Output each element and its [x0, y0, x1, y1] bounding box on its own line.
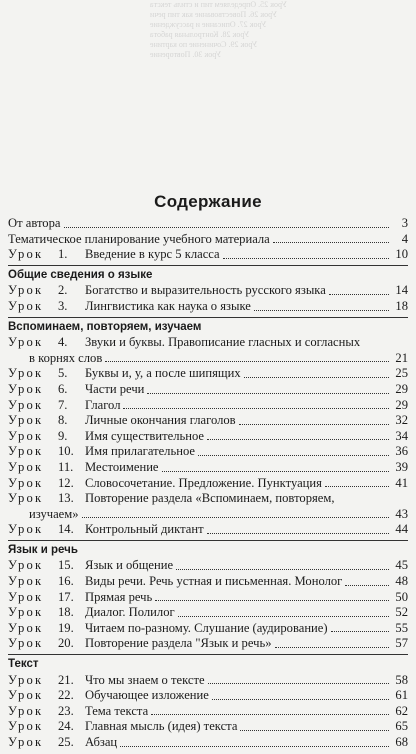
dot-leader	[151, 714, 389, 715]
lesson-number: 3.	[58, 298, 68, 313]
section-heading: Общие сведения о языке	[8, 268, 153, 281]
toc-entry[interactable]	[8, 558, 408, 574]
dot-leader	[331, 631, 389, 632]
entry-page: 44	[395, 522, 408, 537]
entry-title: Буквы и, у, а после шипящих	[85, 366, 241, 381]
toc-entry[interactable]	[8, 398, 408, 414]
dot-leader	[208, 683, 389, 684]
entry-page: 39	[395, 459, 408, 474]
entry-title: Тема текста	[85, 703, 149, 718]
toc-entry[interactable]	[8, 590, 408, 606]
lesson-word: Урок	[8, 589, 44, 604]
lesson-number: 21.	[58, 672, 74, 687]
lesson-number: 1.	[58, 247, 68, 262]
entry-title: От автора	[8, 216, 61, 230]
entry-page: 48	[395, 574, 408, 589]
toc-entry[interactable]	[8, 636, 408, 652]
toc-entry[interactable]	[8, 704, 408, 720]
dot-leader	[275, 647, 390, 648]
entry-page: 18	[395, 298, 408, 313]
lesson-number: 16.	[58, 574, 74, 589]
dot-leader	[82, 517, 389, 518]
section-heading: Текст	[8, 658, 39, 671]
entry-page: 55	[395, 620, 408, 635]
toc-entry-continuation[interactable]	[8, 507, 408, 523]
entry-title: Тематическое планирование учебного материала	[8, 231, 270, 246]
lesson-number: 5.	[58, 366, 68, 381]
lesson-word: Урок	[8, 522, 44, 537]
lesson-number: 19.	[58, 620, 74, 635]
entry-title: Главная мысль (идея) текста	[85, 719, 238, 734]
entry-page: 57	[395, 636, 408, 651]
page-title: Содержание	[154, 192, 262, 211]
toc-entry[interactable]	[8, 247, 408, 263]
entry-title: Лингвистика как наука о языке	[85, 298, 251, 313]
lesson-word: Урок	[8, 620, 44, 635]
entry-page: 50	[395, 589, 408, 604]
section-heading: Язык и речь	[8, 543, 78, 556]
lesson-word: Урок	[8, 574, 44, 589]
lesson-word: Урок	[8, 381, 44, 396]
dot-leader	[207, 439, 389, 440]
entry-title: Имя прилагательное	[85, 444, 195, 459]
entry-page: 58	[395, 672, 408, 687]
dot-leader	[105, 361, 389, 362]
toc-entry[interactable]	[8, 574, 408, 590]
entry-page: 21	[395, 350, 408, 365]
toc-entry[interactable]	[8, 429, 408, 445]
dot-leader	[155, 600, 389, 601]
toc-entry[interactable]	[8, 522, 408, 538]
divider	[8, 317, 408, 318]
lesson-word: Урок	[8, 283, 44, 298]
toc-entry[interactable]	[8, 719, 408, 735]
entry-page: 45	[395, 558, 408, 573]
entry-page: 68	[395, 735, 408, 749]
lesson-number: 10.	[58, 444, 74, 459]
toc-entry[interactable]	[8, 366, 408, 382]
lesson-word: Урок	[8, 366, 44, 381]
toc-entry[interactable]	[8, 444, 408, 460]
toc-entry[interactable]	[8, 621, 408, 637]
dot-leader	[147, 393, 389, 394]
lesson-number: 25.	[58, 735, 74, 749]
dot-leader	[198, 455, 389, 456]
lesson-word: Урок	[8, 558, 44, 573]
divider	[8, 540, 408, 541]
lesson-number: 8.	[58, 413, 68, 428]
entry-page: 34	[395, 428, 408, 443]
dot-leader	[176, 569, 389, 570]
entry-title: Язык и общение	[85, 558, 174, 573]
entry-page: 10	[395, 247, 408, 262]
bleed-line: Урок 25. Определяем тип и стиль текста	[150, 0, 287, 9]
lesson-word: Урок	[8, 335, 44, 350]
table-of-contents	[8, 216, 408, 751]
lesson-number: 24.	[58, 719, 74, 734]
entry-title: Прямая речь	[85, 589, 153, 604]
lesson-number: 13.	[58, 491, 74, 506]
entry-title: Виды речи. Речь устная и письменная. Монолог	[85, 574, 343, 589]
entry-page: 32	[395, 413, 408, 428]
lesson-number: 14.	[58, 522, 74, 537]
entry-title: Повторение раздела «Вспоминаем, повторяем,	[85, 491, 335, 506]
entry-page: 62	[395, 703, 408, 718]
bleed-through-text	[150, 0, 416, 95]
entry-page: 41	[395, 475, 408, 490]
dot-leader	[162, 471, 389, 472]
bleed-line: Урок 28. Контрольная работа	[150, 30, 250, 39]
entry-page: 36	[395, 444, 408, 459]
entry-title-continuation: изучаем»	[29, 506, 79, 521]
entry-page: 3	[401, 216, 408, 230]
toc-entry[interactable]	[8, 299, 408, 315]
entry-page: 14	[395, 283, 408, 298]
entry-title: Части речи	[85, 381, 145, 396]
bleed-line: Урок 26. Повествование как тип речи	[150, 10, 278, 19]
lesson-word: Урок	[8, 636, 44, 651]
lesson-number: 11.	[58, 459, 74, 474]
toc-entry[interactable]	[8, 491, 408, 507]
entry-page: 29	[395, 381, 408, 396]
divider	[8, 654, 408, 655]
dot-leader	[329, 294, 389, 295]
entry-title: Контрольный диктант	[85, 522, 204, 537]
dot-leader	[254, 310, 389, 311]
entry-title: Введение в курс 5 класса	[85, 247, 220, 262]
lesson-number: 15.	[58, 558, 74, 573]
lesson-word: Урок	[8, 672, 44, 687]
lesson-number: 22.	[58, 688, 74, 703]
bleed-line: Урок 27. Описание и рассуждение	[150, 20, 267, 29]
entry-title: Звуки и буквы. Правописание гласных и согласных	[85, 335, 361, 350]
dot-leader	[239, 424, 389, 425]
entry-title: Абзац	[85, 735, 118, 749]
entry-title: Обучающее изложение	[85, 688, 209, 703]
toc-entry[interactable]	[8, 335, 408, 351]
entry-title: Личные окончания глаголов	[85, 413, 236, 428]
divider	[8, 265, 408, 266]
toc-entry[interactable]	[8, 216, 408, 232]
entry-title: Что мы знаем о тексте	[85, 672, 205, 687]
lesson-word: Урок	[8, 397, 44, 412]
entry-title: Местоимение	[85, 459, 159, 474]
lesson-word: Урок	[8, 491, 44, 506]
toc-entry[interactable]	[8, 382, 408, 398]
entry-page: 65	[395, 719, 408, 734]
entry-page: 52	[395, 605, 408, 620]
dot-leader	[207, 533, 389, 534]
lesson-number: 2.	[58, 283, 68, 298]
lesson-number: 17.	[58, 589, 74, 604]
toc-entry[interactable]	[8, 605, 408, 621]
toc-entry[interactable]	[8, 673, 408, 689]
entry-title: Богатство и выразительность русского языка	[85, 283, 326, 298]
entry-title-continuation: в корнях слов	[29, 350, 103, 365]
lesson-word: Урок	[8, 605, 44, 620]
entry-page: 43	[395, 506, 408, 521]
lesson-word: Урок	[8, 247, 44, 262]
lesson-word: Урок	[8, 428, 44, 443]
entry-page: 61	[395, 688, 408, 703]
lesson-word: Урок	[8, 444, 44, 459]
bleed-line: Урок 29. Сочинение по картине	[150, 40, 258, 49]
dot-leader	[123, 408, 389, 409]
lesson-number: 4.	[58, 335, 68, 350]
entry-title: Повторение раздела "Язык и речь»	[85, 636, 272, 651]
dot-leader	[212, 699, 389, 700]
dot-leader	[325, 486, 389, 487]
lesson-number: 7.	[58, 397, 68, 412]
entry-page: 4	[401, 231, 408, 246]
dot-leader	[273, 242, 389, 243]
entry-title: Словосочетание. Предложение. Пунктуация	[85, 475, 322, 490]
lesson-word: Урок	[8, 735, 44, 749]
toc-entry[interactable]	[8, 283, 408, 299]
dot-leader	[178, 616, 389, 617]
section-heading: Вспоминаем, повторяем, изучаем	[8, 320, 202, 333]
entry-title: Имя существительное	[85, 428, 205, 443]
lesson-word: Урок	[8, 459, 44, 474]
lesson-number: 20.	[58, 636, 74, 651]
entry-title: Глагол	[85, 397, 121, 412]
lesson-number: 18.	[58, 605, 74, 620]
toc-entry[interactable]	[8, 413, 408, 429]
entry-title: Читаем по-разному. Слушание (аудирование)	[85, 620, 328, 635]
toc-entry[interactable]	[8, 735, 408, 751]
lesson-word: Урок	[8, 413, 44, 428]
dot-leader	[223, 258, 389, 259]
lesson-word: Урок	[8, 475, 44, 490]
dot-leader	[244, 377, 389, 378]
lesson-word: Урок	[8, 703, 44, 718]
lesson-number: 12.	[58, 475, 74, 490]
dot-leader	[345, 585, 389, 586]
entry-page: 29	[395, 397, 408, 412]
toc-entry[interactable]	[8, 476, 408, 492]
dot-leader	[120, 746, 389, 747]
lesson-number: 23.	[58, 703, 74, 718]
toc-entry[interactable]	[8, 460, 408, 476]
toc-entry-continuation[interactable]	[8, 351, 408, 367]
lesson-word: Урок	[8, 298, 44, 313]
lesson-word: Урок	[8, 719, 44, 734]
entry-page: 25	[395, 366, 408, 381]
toc-entry[interactable]	[8, 688, 408, 704]
toc-entry[interactable]	[8, 232, 408, 248]
lesson-number: 9.	[58, 428, 68, 443]
dot-leader	[240, 730, 389, 731]
dot-leader	[64, 227, 390, 228]
lesson-number: 6.	[58, 381, 68, 396]
lesson-word: Урок	[8, 688, 44, 703]
entry-title: Диалог. Полилог	[85, 605, 175, 620]
bleed-line: Урок 30. Повторение	[150, 50, 222, 59]
